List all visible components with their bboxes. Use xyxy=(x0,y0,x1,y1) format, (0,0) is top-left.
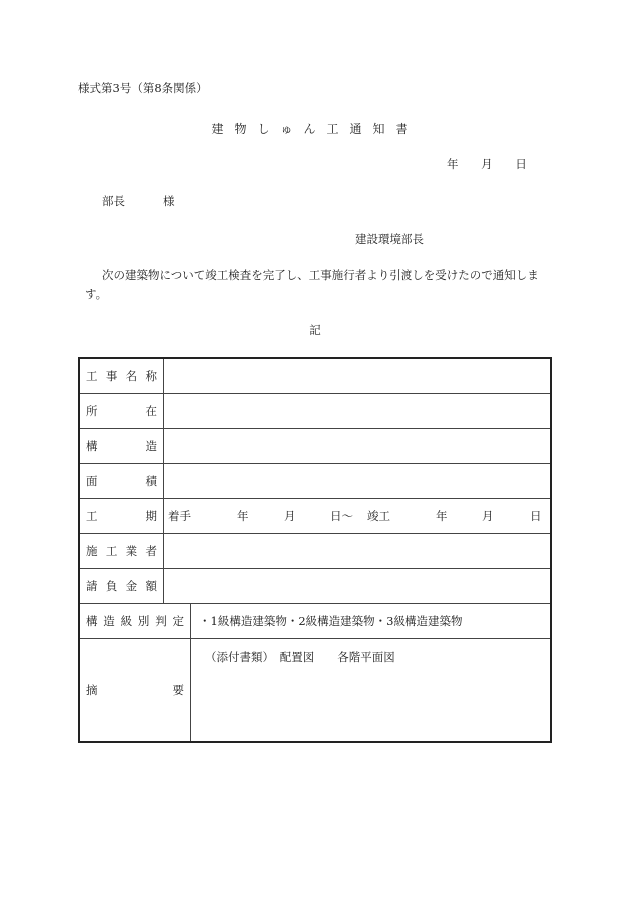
label-text: 工 期 xyxy=(86,509,157,523)
structure-class-options[interactable]: ・1級構造建築物・2級構造建築物・3級構造建築物 xyxy=(199,614,463,628)
label-text: 所 在 xyxy=(86,404,157,418)
table-row-remarks xyxy=(80,639,550,741)
contract-amount-field[interactable] xyxy=(164,569,550,603)
label-project-name xyxy=(80,359,164,393)
table-row-location xyxy=(80,394,550,429)
label-structure-class xyxy=(80,604,191,638)
period-start-label: 着手 xyxy=(168,509,191,523)
table-row-project-name xyxy=(80,359,550,394)
label-remarks xyxy=(80,639,191,741)
label-text: 面 積 xyxy=(86,474,157,488)
period-end-day: 日 xyxy=(530,509,542,523)
table-row-area xyxy=(80,464,550,499)
area-field[interactable] xyxy=(164,464,550,498)
form-table xyxy=(78,357,552,743)
label-contractor xyxy=(80,534,164,568)
period-start-day: 日～ xyxy=(330,509,353,523)
date-line xyxy=(447,156,527,172)
period-start-year: 年 xyxy=(237,509,249,523)
label-text: 摘 要 xyxy=(86,683,184,697)
contractor-field[interactable] xyxy=(164,534,550,568)
recipient-title: 部長 xyxy=(102,194,125,208)
table-row-contractor xyxy=(80,534,550,569)
form-number: 様式第3号（第8条関係） xyxy=(78,81,208,95)
label-contract-amount xyxy=(80,569,164,603)
table-row-structure-class xyxy=(80,604,550,639)
label-structure xyxy=(80,429,164,463)
label-text: 施 工 業 者 xyxy=(86,544,157,558)
project-name-field[interactable] xyxy=(164,359,550,393)
period-field[interactable] xyxy=(164,499,550,533)
label-location xyxy=(80,394,164,428)
label-text: 構 造 xyxy=(86,439,157,453)
table-row-contract-amount xyxy=(80,569,550,604)
label-area xyxy=(80,464,164,498)
period-end-year: 年 xyxy=(436,509,448,523)
date-year-label: 年 xyxy=(447,157,459,171)
label-text: 工 事 名 称 xyxy=(86,369,157,383)
sender: 建設環境部長 xyxy=(355,232,424,246)
body-text: 次の建築物について竣工検査を完了し、工事施行者より引渡しを受けたので通知します。 xyxy=(85,268,539,301)
date-day-label: 日 xyxy=(515,157,527,171)
label-text: 請 負 金 額 xyxy=(86,579,157,593)
recipient-honorific: 様 xyxy=(163,194,175,208)
date-month-label: 月 xyxy=(481,157,493,171)
table-row-period xyxy=(80,499,550,534)
table-row-structure xyxy=(80,429,550,464)
recipient-line xyxy=(102,193,175,209)
label-text: 構 造 級 別 判 定 xyxy=(86,614,184,628)
document-title: 建物しゅん工通知書 xyxy=(211,122,419,136)
period-end-label: 竣工 xyxy=(367,509,390,523)
ki-marker: 記 xyxy=(309,323,321,337)
period-end-month: 月 xyxy=(482,509,494,523)
location-field[interactable] xyxy=(164,394,550,428)
period-start-month: 月 xyxy=(284,509,296,523)
remarks-field[interactable]: （添付書類） 配置図 各階平面図 xyxy=(205,650,395,664)
label-period xyxy=(80,499,164,533)
structure-field[interactable] xyxy=(164,429,550,463)
